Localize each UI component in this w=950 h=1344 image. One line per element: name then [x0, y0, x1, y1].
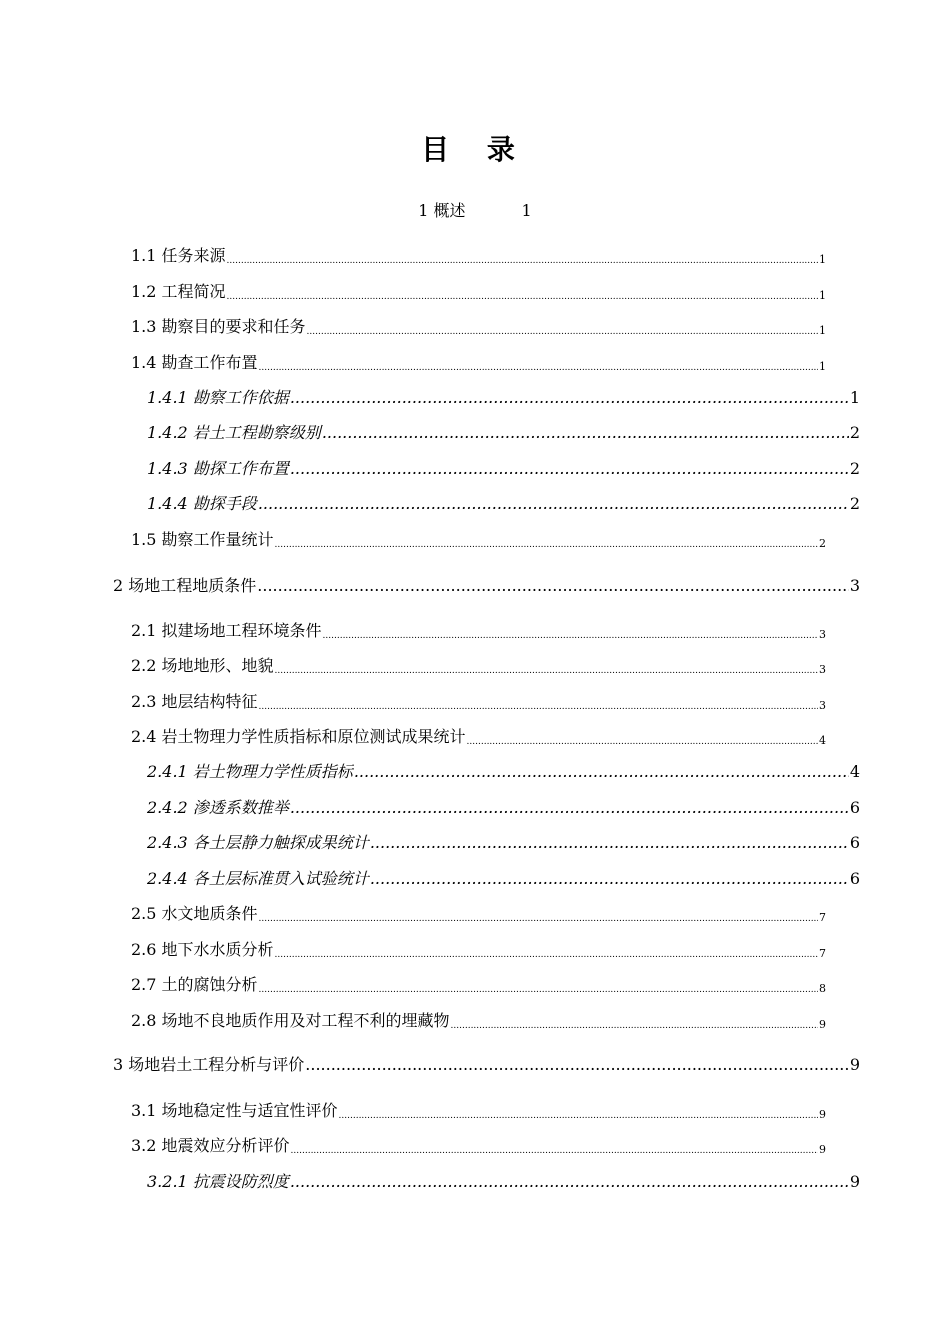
- toc-entry-label: 2.4.3 各土层静力触探成果统计: [147, 833, 369, 852]
- toc-entry[interactable]: [147, 421, 860, 445]
- toc-entry-label: 2.4.4 各土层标准贯入试验统计: [147, 869, 369, 888]
- toc-leader-dots: [290, 796, 849, 820]
- toc-leader-dots: [323, 629, 818, 643]
- toc-entry-page: 3: [849, 576, 860, 595]
- toc-entry[interactable]: [131, 1134, 826, 1158]
- toc-entry-page: 3: [819, 663, 826, 676]
- toc-chapter-1-centered[interactable]: [0, 198, 950, 224]
- toc-leader-dots: [290, 386, 849, 410]
- toc-leader-dots: [290, 457, 849, 481]
- toc-leader-dots: [259, 361, 818, 375]
- toc-entry-label: 2.4.2 渗透系数推举: [147, 798, 289, 817]
- toc-entry-page: 1: [819, 360, 826, 373]
- toc-leader-dots: [227, 254, 818, 268]
- toc-entry-label: 3.1 场地稳定性与适宜性评价: [131, 1101, 338, 1120]
- toc-entry-label: 1.2 工程简况: [131, 282, 226, 301]
- toc-entry-page: 9: [849, 1172, 860, 1191]
- toc-entry-label: 2.5 水文地质条件: [131, 904, 258, 923]
- toc-leader-dots: [370, 867, 849, 891]
- toc-leader-dots: [322, 421, 849, 445]
- toc-entry-label: 1.3 勘察目的要求和任务: [131, 317, 306, 336]
- toc-entry-label: 3.2 地震效应分析评价: [131, 1136, 290, 1155]
- toc-entry-page: 1: [819, 253, 826, 266]
- toc-entry-label: 2.7 土的腐蚀分析: [131, 975, 258, 994]
- toc-leader-dots: [275, 948, 818, 962]
- toc-entry[interactable]: [131, 690, 826, 714]
- toc-entry-page: 9: [849, 1055, 860, 1074]
- toc-leader-dots: [259, 983, 818, 997]
- toc-leader-dots: [451, 1019, 818, 1033]
- toc-entry-label: 1.1 任务来源: [131, 246, 226, 265]
- toc-entry-label: 3.2.1 抗震设防烈度: [147, 1172, 289, 1191]
- toc-leader-dots: [354, 760, 849, 784]
- toc-entry-page: 6: [849, 869, 860, 888]
- toc-entry[interactable]: [147, 831, 860, 855]
- toc-entry[interactable]: [147, 867, 860, 891]
- toc-entry[interactable]: [147, 796, 860, 820]
- toc-entry-label: 1.4.4 勘探手段: [147, 494, 257, 513]
- toc-leader-dots: [467, 735, 818, 749]
- toc-leader-dots: [290, 1170, 849, 1194]
- page-title: 目 录: [421, 133, 529, 166]
- toc-entry[interactable]: [147, 457, 860, 481]
- toc-entry[interactable]: [131, 528, 826, 552]
- toc-entry[interactable]: [131, 973, 826, 997]
- toc-entry-label: 2.8 场地不良地质作用及对工程不利的埋藏物: [131, 1011, 450, 1030]
- toc-entry-page: 9: [819, 1018, 826, 1031]
- toc-entry-page: 2: [849, 423, 860, 442]
- toc-entry[interactable]: [131, 244, 826, 268]
- toc-entry[interactable]: [147, 386, 860, 410]
- toc-entry-label: 2.3 地层结构特征: [131, 692, 258, 711]
- toc-entry-page: 8: [819, 982, 826, 995]
- toc-entry-page: 9: [819, 1108, 826, 1121]
- toc-entry[interactable]: [131, 725, 826, 749]
- toc-entry-label: 2.6 地下水水质分析: [131, 940, 274, 959]
- toc-leader-dots: [259, 700, 818, 714]
- toc-entry-page: 1: [819, 324, 826, 337]
- toc-entry-page: 6: [849, 833, 860, 852]
- toc-entry-page: 2: [849, 459, 860, 478]
- toc-leader-dots: [339, 1109, 818, 1123]
- toc-entry-page: 1: [819, 289, 826, 302]
- toc-entry-label: 1.4.3 勘探工作布置: [147, 459, 289, 478]
- toc-entry[interactable]: [113, 574, 860, 598]
- toc-entry-page: 4: [849, 762, 860, 781]
- toc-entry-label: 1.4 勘查工作布置: [131, 353, 258, 372]
- toc-entry-page: 4: [819, 734, 826, 747]
- toc-entry-page: 2: [849, 494, 860, 513]
- toc-entry-label: 2.2 场地地形、地貌: [131, 656, 274, 675]
- toc-leader-dots: [258, 492, 849, 516]
- toc-entry[interactable]: [131, 315, 826, 339]
- toc-leader-dots: [259, 912, 818, 926]
- toc-entry-page: 9: [819, 1143, 826, 1156]
- toc-entry-label: 2.1 拟建场地工程环境条件: [131, 621, 322, 640]
- toc-entry-page: 2: [819, 537, 826, 550]
- toc-entry-label: 1.4.2 岩土工程勘察级别: [147, 423, 321, 442]
- toc-leader-dots: [307, 325, 818, 339]
- toc-entry[interactable]: [131, 654, 826, 678]
- toc-entry[interactable]: [131, 902, 826, 926]
- toc-entry[interactable]: [131, 1099, 826, 1123]
- toc-entry[interactable]: [131, 1009, 826, 1033]
- toc-entry-label: 1.4.1 勘察工作依据: [147, 388, 289, 407]
- toc-entry[interactable]: [131, 938, 826, 962]
- toc-entry-label: 1.5 勘察工作量统计: [131, 530, 274, 549]
- toc-entry[interactable]: [131, 351, 826, 375]
- toc-entry[interactable]: [147, 492, 860, 516]
- toc-entry[interactable]: [147, 760, 860, 784]
- toc-entry-label: 2 场地工程地质条件: [113, 576, 257, 595]
- toc-entry-page: 7: [819, 947, 826, 960]
- toc-chapter-1-page: 1: [521, 201, 532, 220]
- toc-entry-page: 7: [819, 911, 826, 924]
- toc-leader-dots: [275, 538, 818, 552]
- toc-entry[interactable]: [131, 619, 826, 643]
- toc-entry-page: 1: [849, 388, 860, 407]
- toc-entry[interactable]: [147, 1170, 860, 1194]
- toc-leader-dots: [257, 574, 849, 598]
- toc-entry-label: 2.4 岩土物理力学性质指标和原位测试成果统计: [131, 727, 466, 746]
- toc-leader-dots: [275, 664, 818, 678]
- toc-leader-dots: [227, 290, 818, 304]
- toc-entry-label: 3 场地岩土工程分析与评价: [113, 1055, 305, 1074]
- toc-entry[interactable]: [113, 1053, 860, 1077]
- toc-entry-page: 6: [849, 798, 860, 817]
- toc-chapter-1-label: 1 概述: [418, 201, 466, 220]
- toc-entry-page: 3: [819, 699, 826, 712]
- toc-entry-label: 2.4.1 岩土物理力学性质指标: [147, 762, 353, 781]
- toc-entry[interactable]: [131, 280, 826, 304]
- toc-leader-dots: [370, 831, 849, 855]
- toc-entry-page: 3: [819, 628, 826, 641]
- toc-leader-dots: [291, 1144, 818, 1158]
- toc-leader-dots: [305, 1053, 849, 1077]
